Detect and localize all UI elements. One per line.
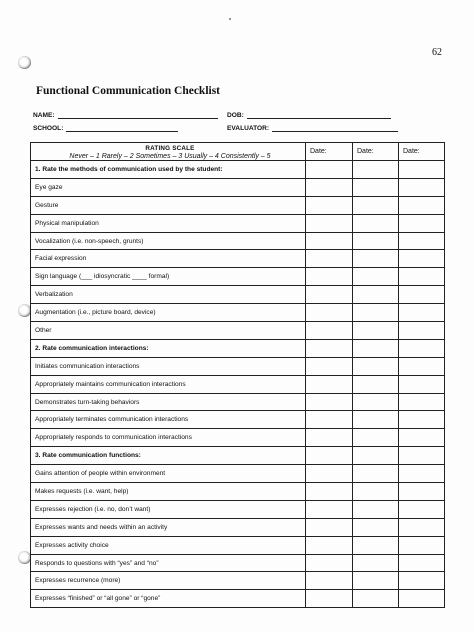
item-label: Gesture	[31, 196, 306, 214]
checklist-row	[31, 268, 445, 286]
item-label: Expresses rejection (i.e. no, don’t want)	[31, 500, 306, 518]
rating-cell[interactable]	[399, 554, 445, 572]
rating-cell[interactable]	[306, 304, 353, 322]
rating-cell[interactable]	[399, 178, 445, 196]
item-label: Makes requests (i.e. want, help)	[31, 483, 306, 501]
rating-cell[interactable]	[306, 214, 353, 232]
item-label: Expresses recurrence (more)	[31, 572, 306, 590]
rating-cell[interactable]	[399, 518, 445, 536]
checklist-row	[31, 518, 445, 536]
rating-scale-cell	[31, 143, 306, 161]
checklist-row	[31, 304, 445, 322]
rating-cell[interactable]	[306, 286, 353, 304]
rating-cell[interactable]	[306, 447, 353, 465]
rating-cell[interactable]	[353, 429, 399, 447]
rating-cell[interactable]	[306, 572, 353, 590]
checklist-row	[31, 250, 445, 268]
rating-cell[interactable]	[306, 429, 353, 447]
rating-cell[interactable]	[399, 483, 445, 501]
rating-cell[interactable]	[353, 483, 399, 501]
checklist-row	[31, 214, 445, 232]
rating-cell[interactable]	[399, 375, 445, 393]
evaluator-line[interactable]	[272, 124, 398, 132]
rating-cell[interactable]	[353, 500, 399, 518]
scan-speck	[229, 18, 231, 20]
rating-cell[interactable]	[399, 465, 445, 483]
checklist-row	[31, 393, 445, 411]
checklist-row	[31, 232, 445, 250]
item-label: Facial expression	[31, 250, 306, 268]
item-label: Eye gaze	[31, 178, 306, 196]
rating-cell[interactable]	[306, 554, 353, 572]
section-heading: 3. Rate communication functions:	[31, 447, 306, 465]
section-heading-row	[31, 161, 445, 179]
rating-cell[interactable]	[306, 322, 353, 340]
item-label: Other	[31, 322, 306, 340]
rating-cell[interactable]	[399, 357, 445, 375]
rating-cell[interactable]	[306, 196, 353, 214]
rating-cell[interactable]	[399, 196, 445, 214]
rating-cell[interactable]	[353, 161, 399, 179]
rating-cell[interactable]	[306, 161, 353, 179]
rating-cell[interactable]	[353, 178, 399, 196]
rating-cell[interactable]	[306, 339, 353, 357]
rating-cell[interactable]	[306, 178, 353, 196]
item-label: Vocalization (i.e. non-speech, grunts)	[31, 232, 306, 250]
checklist-row	[31, 357, 445, 375]
rating-cell[interactable]	[306, 411, 353, 429]
rating-scale-values: Never – 1 Rarely – 2 Sometimes – 3 Usually – 4 Consistently – 5	[69, 153, 271, 160]
rating-cell[interactable]	[306, 590, 353, 608]
rating-cell[interactable]	[353, 465, 399, 483]
checklist-row	[31, 178, 445, 196]
rating-cell[interactable]	[399, 304, 445, 322]
rating-cell[interactable]	[353, 447, 399, 465]
section-heading-row	[31, 447, 445, 465]
checklist-row	[31, 554, 445, 572]
rating-cell[interactable]	[353, 357, 399, 375]
name-field[interactable]	[33, 111, 218, 119]
dob-line[interactable]	[247, 111, 391, 119]
dob-label: DOB:	[227, 112, 244, 119]
rating-cell[interactable]	[399, 572, 445, 590]
rating-cell[interactable]	[306, 518, 353, 536]
checklist-row	[31, 465, 445, 483]
rating-cell[interactable]	[353, 375, 399, 393]
item-label: Appropriately responds to communication interactions	[31, 429, 306, 447]
rating-cell[interactable]	[399, 429, 445, 447]
rating-cell[interactable]	[353, 214, 399, 232]
item-label: Responds to questions with “yes” and “no”	[31, 554, 306, 572]
checklist-row	[31, 286, 445, 304]
evaluator-field[interactable]	[227, 124, 398, 132]
checklist-row	[31, 196, 445, 214]
rating-cell[interactable]	[306, 357, 353, 375]
school-field[interactable]	[33, 124, 178, 132]
rating-cell[interactable]	[353, 196, 399, 214]
item-label: Initiates communication interactions	[31, 357, 306, 375]
rating-cell[interactable]	[353, 393, 399, 411]
item-label: Expresses activity choice	[31, 536, 306, 554]
dob-field[interactable]	[227, 111, 391, 119]
checklist-row	[31, 429, 445, 447]
checklist-row	[31, 590, 445, 608]
date-header-1: Date:	[306, 143, 353, 161]
item-label: Appropriately terminates communication interactions	[31, 411, 306, 429]
rating-cell[interactable]	[399, 268, 445, 286]
rating-cell[interactable]	[399, 214, 445, 232]
checklist-row	[31, 411, 445, 429]
evaluator-label: EVALUATOR:	[227, 125, 270, 132]
rating-cell[interactable]	[399, 250, 445, 268]
section-heading-row	[31, 339, 445, 357]
item-label: Expresses “finished” or “all gone” or “gone”	[31, 590, 306, 608]
rating-cell[interactable]	[353, 286, 399, 304]
name-line[interactable]	[58, 111, 218, 119]
page-title: Functional Communication Checklist	[36, 85, 221, 97]
checklist-table	[30, 142, 445, 608]
rating-cell[interactable]	[399, 411, 445, 429]
rating-cell[interactable]	[353, 322, 399, 340]
rating-cell[interactable]	[306, 465, 353, 483]
checklist-row	[31, 375, 445, 393]
rating-cell[interactable]	[353, 554, 399, 572]
rating-cell[interactable]	[353, 268, 399, 286]
rating-cell[interactable]	[353, 250, 399, 268]
rating-cell[interactable]	[306, 375, 353, 393]
header-row	[31, 143, 445, 161]
school-line[interactable]	[66, 124, 178, 132]
name-label: NAME:	[33, 112, 55, 119]
rating-cell[interactable]	[353, 572, 399, 590]
section-heading: 1. Rate the methods of communication used by the student:	[31, 161, 306, 179]
checklist-row	[31, 322, 445, 340]
rating-cell[interactable]	[399, 590, 445, 608]
rating-cell[interactable]	[353, 411, 399, 429]
rating-cell[interactable]	[306, 500, 353, 518]
rating-cell[interactable]	[399, 447, 445, 465]
rating-cell[interactable]	[353, 518, 399, 536]
rating-cell[interactable]	[399, 536, 445, 554]
rating-cell[interactable]	[306, 232, 353, 250]
rating-cell[interactable]	[353, 304, 399, 322]
binder-hole-top	[18, 56, 31, 69]
checklist-row	[31, 536, 445, 554]
rating-cell[interactable]	[306, 268, 353, 286]
checklist-row	[31, 483, 445, 501]
date-header-2: Date:	[353, 143, 399, 161]
rating-cell[interactable]	[353, 339, 399, 357]
checklist-row	[31, 572, 445, 590]
rating-cell[interactable]	[306, 250, 353, 268]
item-label: Gains attention of people within environment	[31, 465, 306, 483]
rating-cell[interactable]	[353, 232, 399, 250]
item-label: Augmentation (i.e., picture board, device)	[31, 304, 306, 322]
item-label: Appropriately maintains communication interactions	[31, 375, 306, 393]
rating-cell[interactable]	[353, 590, 399, 608]
rating-cell[interactable]	[306, 536, 353, 554]
rating-cell[interactable]	[353, 536, 399, 554]
rating-scale-title: RATING SCALE	[145, 145, 195, 152]
rating-cell[interactable]	[399, 232, 445, 250]
item-label: Sign language (___ idiosyncratic ____ formal)	[31, 268, 306, 286]
date-header-3: Date:	[399, 143, 445, 161]
rating-cell[interactable]	[399, 161, 445, 179]
rating-cell[interactable]	[399, 339, 445, 357]
item-label: Expresses wants and needs within an activity	[31, 518, 306, 536]
checklist-body	[31, 143, 445, 608]
rating-cell[interactable]	[399, 322, 445, 340]
item-label: Demonstrates turn-taking behaviors	[31, 393, 306, 411]
rating-cell[interactable]	[306, 483, 353, 501]
item-label: Verbalization	[31, 286, 306, 304]
page-number: 62	[432, 47, 442, 58]
section-heading: 2. Rate communication interactions:	[31, 339, 306, 357]
rating-cell[interactable]	[399, 286, 445, 304]
rating-cell[interactable]	[399, 500, 445, 518]
rating-cell[interactable]	[399, 393, 445, 411]
school-label: SCHOOL:	[33, 125, 64, 132]
rating-cell[interactable]	[306, 393, 353, 411]
item-label: Physical manipulation	[31, 214, 306, 232]
checklist-row	[31, 500, 445, 518]
